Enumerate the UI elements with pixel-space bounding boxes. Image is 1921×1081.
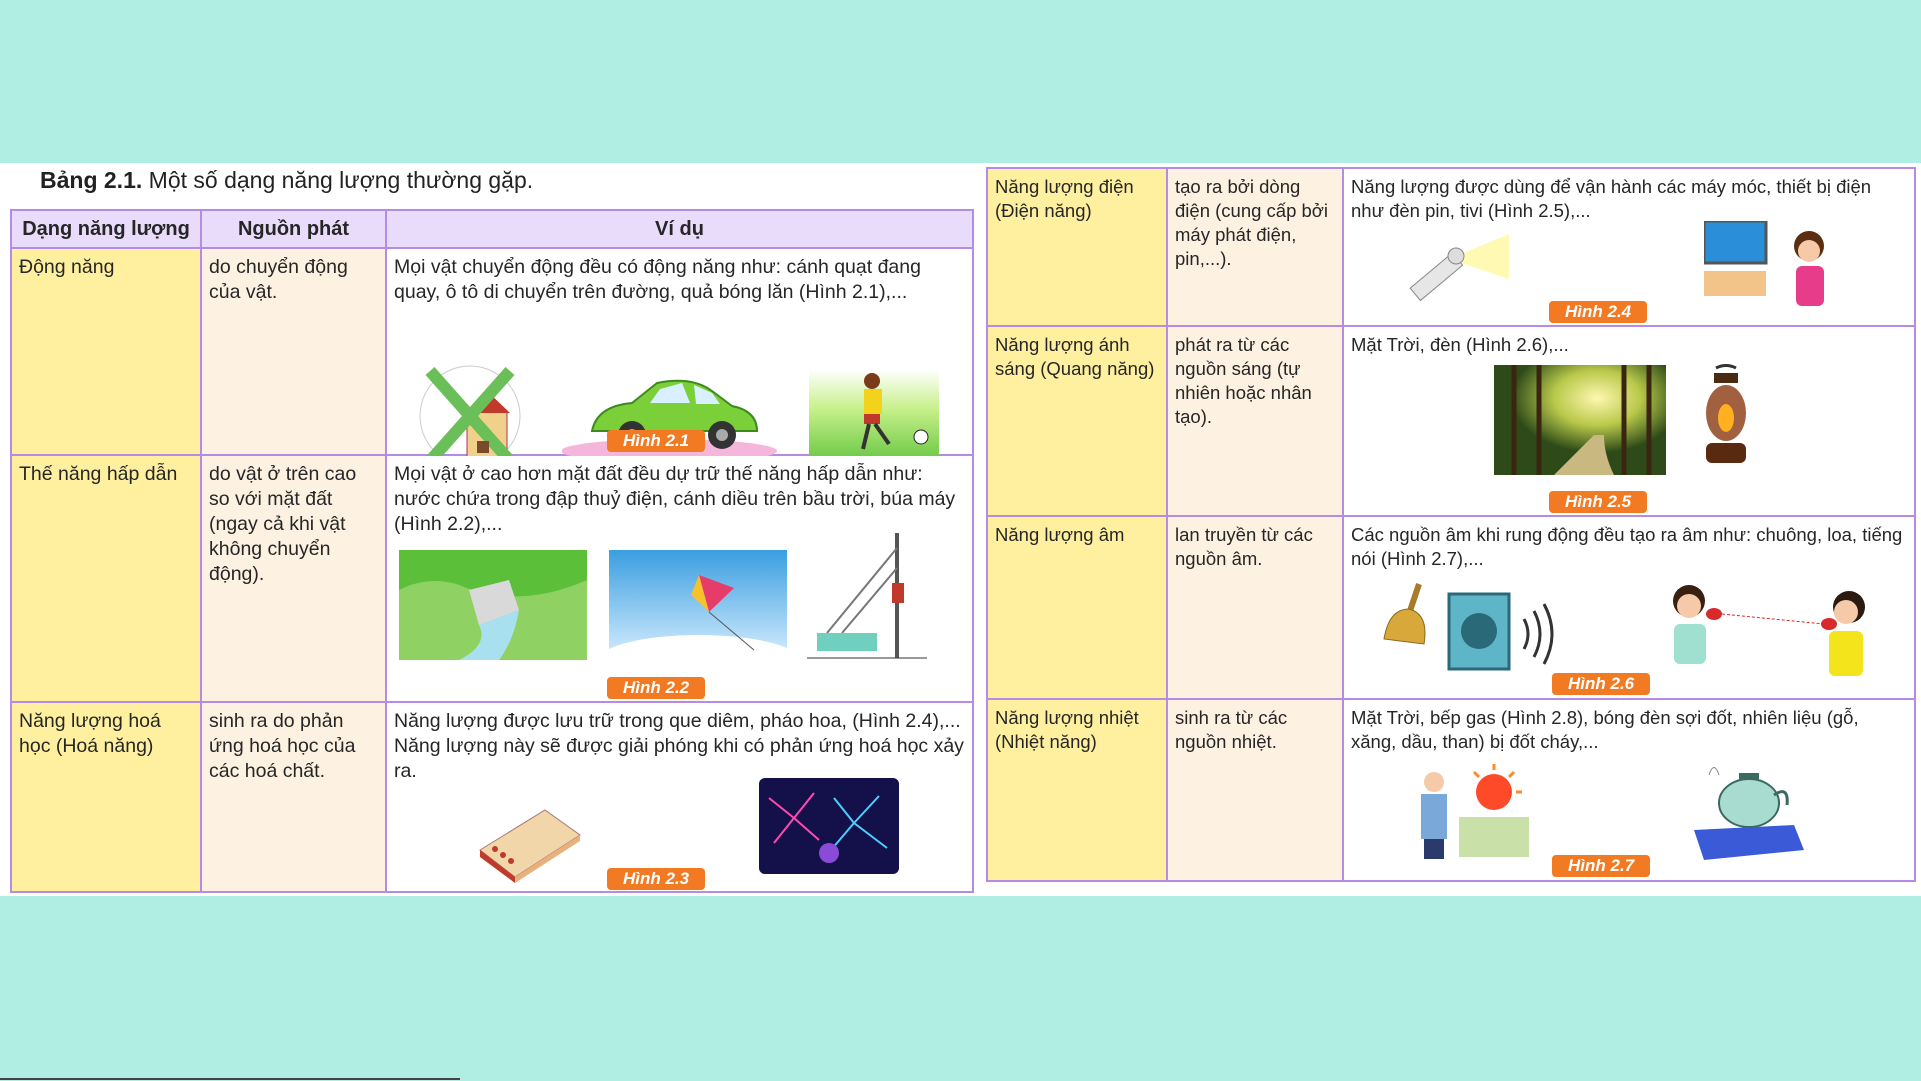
example-text: Năng lượng được dùng để vận hành các máy móc, thiết bị điện như đèn pin, tivi (Hình 2.5),...: [1351, 176, 1872, 221]
energy-type-cell: Năng lượng âm: [987, 516, 1167, 699]
energy-type-cell: Động năng: [11, 248, 201, 455]
table-row: [11, 702, 973, 892]
figure-label: Hình 2.3: [607, 868, 705, 890]
energy-type-cell: Năng lượng ánh sáng (Quang năng): [987, 326, 1167, 516]
energy-table-left: [10, 209, 974, 893]
forest-sunlight-image: [1494, 365, 1666, 475]
table-row: [987, 516, 1915, 699]
energy-table-right: [986, 167, 1916, 882]
example-cell: [386, 248, 973, 455]
energy-type-cell: Năng lượng nhiệt (Nhiệt năng): [987, 699, 1167, 881]
table-row: [987, 326, 1915, 516]
gas-stove-image: [1689, 755, 1809, 865]
source-cell: sinh ra do phản ứng hoá học của các hoá chất.: [201, 702, 386, 892]
source-cell: lan truyền từ các nguồn âm.: [1167, 516, 1343, 699]
source-cell: do vật ở trên cao so với mặt đất (ngay cả khi vật không chuyển động).: [201, 455, 386, 702]
table-row: [11, 248, 973, 455]
source-cell: do chuyển động của vật.: [201, 248, 386, 455]
matchbox-image: [475, 805, 585, 883]
example-cell: [1343, 699, 1915, 881]
football-player-image: [809, 369, 939, 469]
dam-image: [399, 550, 587, 660]
table-row: [11, 455, 973, 702]
example-cell: [386, 455, 973, 702]
figure-label: Hình 2.4: [1549, 301, 1647, 323]
table-row: [987, 699, 1915, 881]
table-caption: [40, 167, 533, 194]
table-header-row: [11, 210, 973, 248]
figure-label: Hình 2.2: [607, 677, 705, 699]
fireworks-image: [759, 778, 899, 874]
example-text: Năng lượng được lưu trữ trong que diêm, pháo hoa, (Hình 2.4),... Năng lượng này sẽ được giải phóng khi có phản ứng hoá học xảy ra.: [394, 710, 964, 782]
example-text: Mọi vật ở cao hơn mặt đất đều dự trữ thế năng hấp dẫn như: nước chứa trong đập thuỷ điện, cánh diều trên bầu trời, búa máy (Hình 2.2),...: [394, 463, 956, 535]
example-cell: [386, 702, 973, 892]
tv-child-image: [1704, 221, 1844, 311]
source-cell: sinh ra từ các nguồn nhiệt.: [1167, 699, 1343, 881]
example-cell: [1343, 326, 1915, 516]
caption-label: Bảng 2.1.: [40, 167, 143, 193]
example-text: Mặt Trời, bếp gas (Hình 2.8), bóng đèn sợi đốt, nhiên liệu (gỗ, xăng, dầu, than) bị đốt cháy,...: [1351, 707, 1859, 752]
header-energy-type: Dạng năng lượng: [11, 210, 201, 248]
flashlight-image: [1404, 234, 1514, 324]
caption-text: Một số dạng năng lượng thường gặp.: [142, 167, 534, 193]
oil-lamp-image: [1696, 363, 1756, 468]
header-example: Ví dụ: [386, 210, 973, 248]
source-cell: phát ra từ các nguồn sáng (tự nhiên hoặc nhân tạo).: [1167, 326, 1343, 516]
example-cell: [1343, 516, 1915, 699]
energy-type-cell: Năng lượng hoá học (Hoá năng): [11, 702, 201, 892]
source-cell: tạo ra bởi dòng điện (cung cấp bởi máy phát điện, pin,...).: [1167, 168, 1343, 326]
pile-driver-image: [807, 528, 927, 663]
example-text: Các nguồn âm khi rung động đều tạo ra âm như: chuông, loa, tiếng nói (Hình 2.7),...: [1351, 524, 1903, 569]
left-table-panel: [0, 163, 980, 896]
example-cell: [1343, 168, 1915, 326]
energy-type-cell: Thế năng hấp dẫn: [11, 455, 201, 702]
kite-image: [609, 550, 787, 660]
figure-label: Hình 2.5: [1549, 491, 1647, 513]
bell-speaker-image: [1374, 579, 1574, 674]
figure-label: Hình 2.1: [607, 430, 705, 452]
divider-line: [0, 1078, 460, 1080]
right-table-panel: [980, 163, 1921, 896]
figure-label: Hình 2.7: [1552, 855, 1650, 877]
sun-man-image: [1399, 762, 1539, 862]
header-source: Nguồn phát: [201, 210, 386, 248]
energy-type-cell: Năng lượng điện (Điện năng): [987, 168, 1167, 326]
table-row: [987, 168, 1915, 326]
figure-label: Hình 2.6: [1552, 673, 1650, 695]
example-text: Mặt Trời, đèn (Hình 2.6),...: [1351, 334, 1569, 355]
example-text: Mọi vật chuyển động đều có động năng như: cánh quạt đang quay, ô tô di chuyển trên đường, quả bóng lăn (Hình 2.1),...: [394, 256, 921, 303]
tin-can-phone-image: [1664, 579, 1879, 687]
